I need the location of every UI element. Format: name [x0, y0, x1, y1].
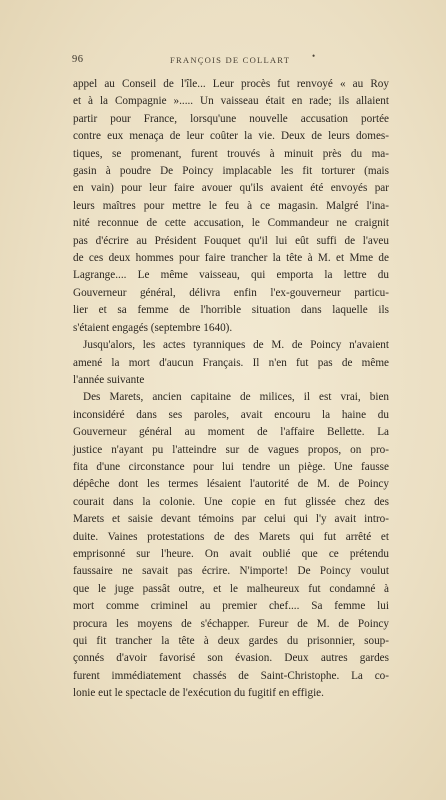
paragraph — [73, 337, 389, 389]
text-line: procura les moyens de s'échapper. Fureur de M. de Poincy — [73, 617, 389, 630]
text-line: pas d'écrire au Président Fouquet qu'il lui eût suffi de l'aveu — [73, 234, 389, 247]
text-line: partir pour France, lorsqu'une nouvelle accusation portée — [73, 112, 389, 125]
text-line: Des Marets, ancien capitaine de milices, il est vrai, bien — [83, 391, 389, 404]
text-line: Jusqu'alors, les actes tyranniques de M. de Poincy n'avaient — [83, 339, 389, 352]
text-line: que le juge passât outre, et le malheureux fut condamné à — [73, 582, 389, 595]
text-line: Lagrange.... Le même vaisseau, qui emporta la lettre du — [73, 269, 389, 282]
text-line: contre eux menaça de leur coûter la vie. Deux de leurs domes- — [73, 130, 389, 143]
text-line: emprisonné sur l'heure. On avait oublié que ce prétendu — [73, 547, 389, 560]
text-line: courait dans la colonie. Une copie en fut glissée chez des — [73, 495, 389, 508]
text-line: gasin à poudre De Poincy implacable les fit torturer (mais — [73, 165, 389, 178]
text-line: leurs maîtres pour mettre le feu à ce magasin. Malgré l'ina- — [73, 199, 389, 212]
text-line: qui fit trancher la tête à deux gardes du prisonnier, soup- — [73, 635, 389, 647]
text-line: justice n'ayant pu l'atteindre sur de vagues propos, on pro- — [73, 443, 389, 456]
text-line: Gouverneur général, délivra enfin l'ex-gouverneur particu- — [73, 286, 389, 299]
text-line: furent immédiatement chassés de Saint-Christophe. La co- — [73, 669, 389, 682]
header-mark: • — [312, 51, 316, 61]
text-line: en vain) pour leur faire avouer qu'ils avaient été envoyés par — [73, 182, 389, 195]
text-line: faussaire ne savait pas écrire. N'importe! De Poincy voulut — [73, 565, 389, 578]
text-line: lier et sa femme de l'horrible situation dans laquelle ils — [73, 304, 389, 317]
text-line: fita d'une circonstance pour lui tendre un piège. Une fausse — [73, 460, 389, 473]
text-line: appel au Conseil de l'île... Leur procès fut renvoyé « au Roy — [73, 78, 389, 90]
text-line: de ces deux hommes pour faire trancher la tête à M. et Mme de — [73, 252, 389, 265]
running-head: FRANÇOIS DE COLLART — [170, 55, 291, 65]
text-line: et à la Compagnie »..... Un vaisseau était en rade; ils allaient — [73, 95, 389, 108]
text-line: duite. Vaines protestations de des Marets qui fut arrêté et — [73, 530, 389, 543]
text-line: nité reconnue de cette accusation, le Commandeur ne craignit — [73, 217, 389, 230]
text-line: çonnés d'avoir favorisé son évasion. Deux autres gardes — [73, 652, 389, 665]
text-line: amené la mort d'aucun Français. Il n'en fut pas de même — [73, 356, 389, 369]
body-text — [73, 76, 389, 703]
text-line: s'étaient engagés (septembre 1640). — [73, 321, 233, 334]
paragraph — [73, 389, 389, 702]
text-line: Gouverneur général au moment de l'affaire Bellette. La — [73, 426, 389, 439]
text-line: tiques, se promenant, furent trouvés à minuit près du ma- — [73, 147, 389, 160]
text-line: lonie eut le spectacle de l'exécution du fugitif en effigie. — [73, 687, 324, 700]
paragraph — [73, 76, 389, 337]
text-line: l'année suivante — [73, 373, 145, 386]
text-line: inconsidéré dans ses paroles, avait encouru la haine du — [73, 408, 389, 421]
text-line: mort comme criminel au premier chef.... Sa femme lui — [73, 600, 389, 613]
page-number: 96 — [72, 54, 84, 65]
text-line: Marets et saisie devant témoins par celui qui l'y avait intro- — [73, 513, 389, 526]
text-line: dépêche dont les termes lésaient l'autorité de M. de Poincy — [73, 478, 389, 491]
page-header — [0, 51, 446, 70]
